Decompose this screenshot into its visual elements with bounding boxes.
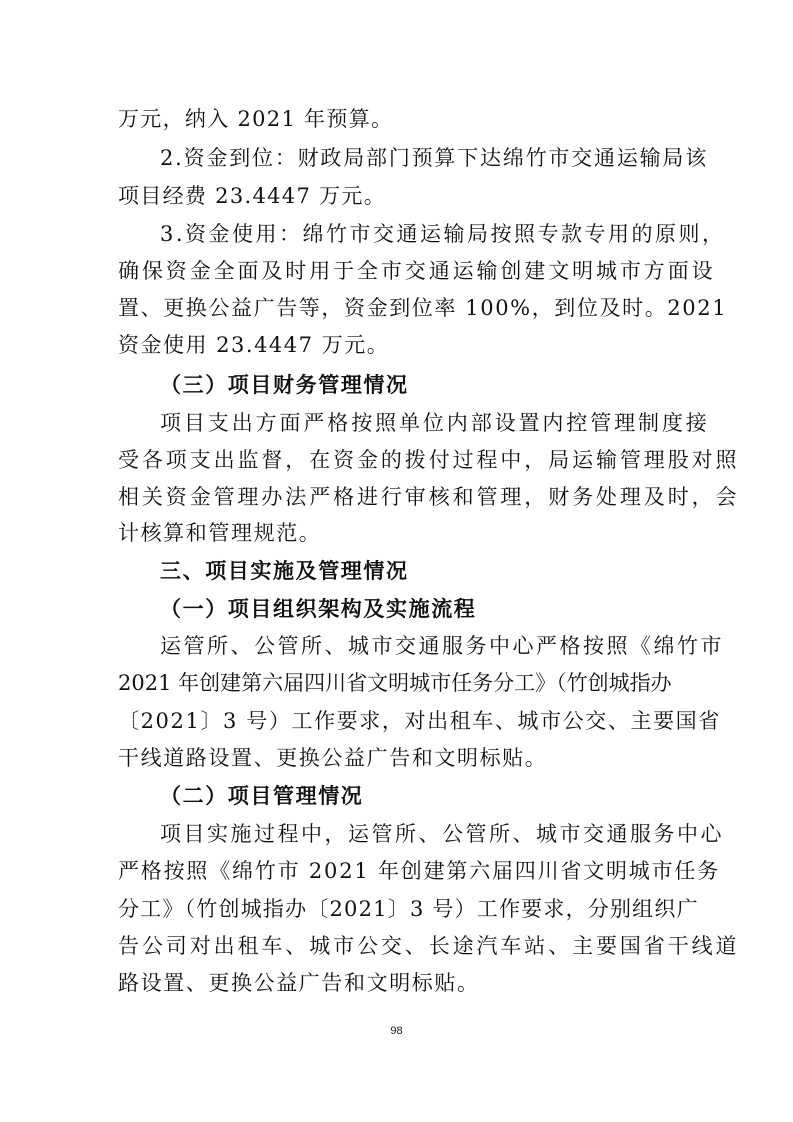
line-text: 置、更换公益广告等，资金到位率 100%，到位及时。2021 bbox=[118, 296, 728, 320]
section-heading bbox=[0, 556, 793, 586]
line-text: 项目支出方面严格按照单位内部设置内控管理制度接 bbox=[160, 411, 710, 435]
paragraph-line bbox=[0, 706, 793, 736]
line-text: 确保资金全面及时用于全市交通运输创建文明城市方面设 bbox=[118, 259, 716, 283]
paragraph-line bbox=[0, 819, 793, 849]
subsection-heading bbox=[0, 781, 793, 811]
line-text: 路设置、更换公益广告和文明标贴。 bbox=[118, 971, 480, 995]
subsection-heading bbox=[0, 594, 793, 624]
line-text: 运管所、公管所、城市交通服务中心严格按照《绵竹市 bbox=[160, 634, 724, 658]
heading-text: （一）项目组织架构及实施流程 bbox=[160, 597, 477, 621]
paragraph-line bbox=[0, 256, 793, 286]
paragraph-line bbox=[0, 668, 793, 698]
paragraph-line bbox=[0, 482, 793, 512]
paragraph-line bbox=[0, 408, 793, 438]
line-text: 告公司对出租车、城市公交、长途汽车站、主要国省干线道 bbox=[118, 934, 740, 958]
line-text: 万元，纳入 2021 年预算。 bbox=[118, 107, 394, 131]
heading-text: 三、项目实施及管理情况 bbox=[160, 559, 409, 583]
line-text: 2.资金到位：财政局部门预算下达绵竹市交通运输局该 bbox=[160, 146, 709, 170]
paragraph-line bbox=[0, 293, 793, 323]
line-text: 资金使用 23.4447 万元。 bbox=[118, 333, 390, 357]
paragraph-line bbox=[0, 518, 793, 548]
line-text: 相关资金管理办法严格进行审核和管理，财务处理及时，会 bbox=[118, 485, 740, 509]
line-text: 〔2021〕3 号）工作要求，对出租车、城市公交、主要国省 bbox=[118, 709, 721, 733]
paragraph-line bbox=[0, 181, 793, 211]
paragraph-line bbox=[0, 445, 793, 475]
paragraph-line bbox=[0, 968, 793, 998]
line-text: 干线道路设置、更换公益广告和文明标贴。 bbox=[118, 746, 548, 770]
paragraph-line bbox=[0, 856, 793, 886]
paragraph-line bbox=[0, 894, 793, 924]
paragraph-line bbox=[0, 330, 793, 360]
line-text: 3.资金使用：绵竹市交通运输局按照专款专用的原则， bbox=[160, 222, 726, 246]
line-text: 计核算和管理规范。 bbox=[118, 521, 322, 545]
line-text: 2021 年创建第六届四川省文明城市任务分工》（竹创城指办 bbox=[118, 671, 672, 695]
paragraph-line bbox=[0, 219, 793, 249]
line-text: 项目实施过程中，运管所、公管所、城市交通服务中心 bbox=[160, 822, 724, 846]
paragraph-line bbox=[0, 143, 793, 173]
paragraph-line bbox=[0, 931, 793, 961]
line-text: 受各项支出监督，在资金的拨付过程中，局运输管理股对照 bbox=[118, 448, 740, 472]
paragraph-line bbox=[0, 104, 793, 134]
page-number: 98 bbox=[390, 1025, 403, 1037]
subsection-heading bbox=[0, 370, 793, 400]
heading-text: （二）项目管理情况 bbox=[160, 784, 364, 808]
paragraph-line bbox=[0, 743, 793, 773]
paragraph-line bbox=[0, 631, 793, 661]
line-text: 分工》（竹创城指办〔2021〕3 号）工作要求，分别组织广 bbox=[118, 897, 699, 921]
line-text: 严格按照《绵竹市 2021 年创建第六届四川省文明城市任务 bbox=[118, 859, 720, 883]
line-text: 项目经费 23.4447 万元。 bbox=[118, 184, 386, 208]
heading-text: （三）项目财务管理情况 bbox=[160, 373, 409, 397]
